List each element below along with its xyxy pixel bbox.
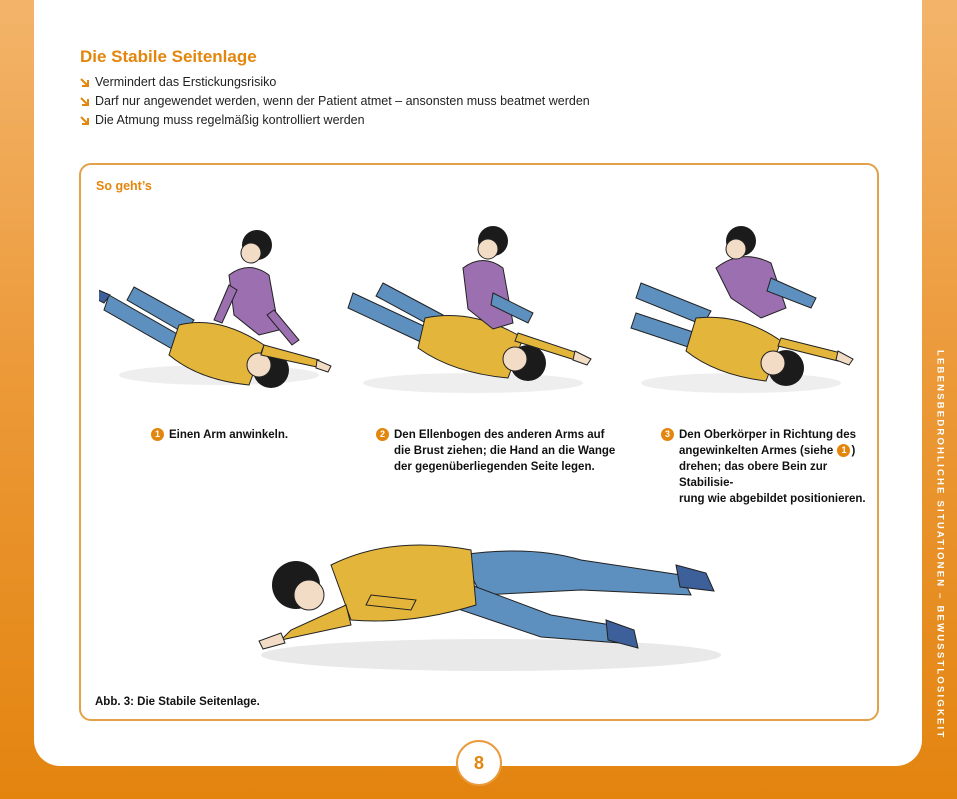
chapter-title: LEBENSBEDROHLICHE SITUATIONEN – BEWUSSTLOSIGKEIT — [934, 350, 946, 740]
illustration-step-1 — [99, 215, 339, 395]
arrow-bullet-icon — [80, 116, 90, 126]
page-title: Die Stabile Seitenlage — [80, 47, 257, 66]
chapter-sidebar — [931, 350, 949, 750]
step-number-badge: 1 — [151, 428, 164, 441]
bullet-item: Vermindert das Erstickungsrisiko — [80, 73, 590, 92]
step-3: 3 Den Oberkörper in Richtung des angewinkelten Armes (siehe 1 ) drehen; das obere Bein zur Stabilisie- rung wie abgebildet positionieren. — [661, 427, 877, 507]
instruction-box — [79, 163, 879, 721]
bullet-item: Die Atmung muss regelmäßig kontrolliert werden — [80, 111, 590, 130]
step-1: 1 Einen Arm anwinkeln. — [151, 427, 288, 443]
illustration-step-3 — [621, 223, 861, 403]
arrow-bullet-icon — [80, 78, 90, 88]
arrow-bullet-icon — [80, 97, 90, 107]
step-number-badge: 2 — [376, 428, 389, 441]
illustration-recovery-position — [251, 525, 731, 675]
step-reference-badge: 1 — [837, 444, 850, 457]
illustration-step-2 — [343, 223, 603, 403]
bullet-item: Darf nur angewendet werden, wenn der Patient atmet – ansonsten muss beatmet werden — [80, 92, 590, 111]
figure-caption: Abb. 3: Die Stabile Seitenlage. — [95, 696, 260, 708]
page — [34, 0, 922, 766]
step-number-badge: 3 — [661, 428, 674, 441]
page-number: 8 — [456, 740, 502, 786]
box-title: So geht’s — [96, 179, 152, 193]
step-2: 2 Den Ellenbogen des anderen Arms auf die Brust ziehen; die Hand an die Wange der gegenüberliegenden Seite legen. — [376, 427, 615, 475]
bullet-list — [80, 73, 590, 130]
